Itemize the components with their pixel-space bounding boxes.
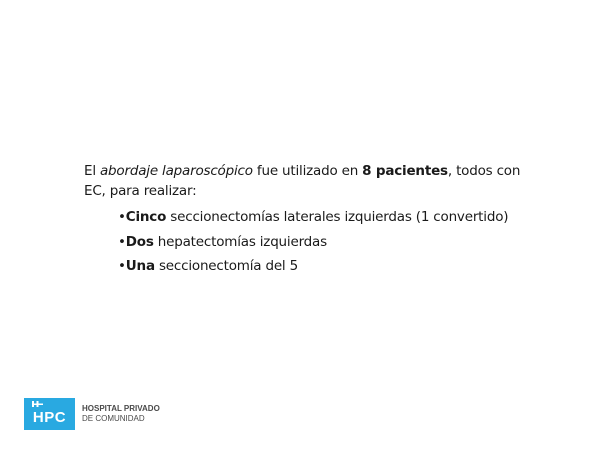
- bullet-marker: •: [118, 209, 126, 225]
- bullet-text: seccionectomías laterales izquierdas (1 convertido): [166, 209, 509, 225]
- list-item: [118, 233, 508, 258]
- logo-bars-icon: [32, 401, 43, 407]
- logo-line-1: HOSPITAL PRIVADO: [82, 404, 160, 413]
- bullet-list: [118, 208, 508, 282]
- bullet-marker: •: [118, 258, 126, 274]
- paragraph-italic-approach: abordaje laparoscópico: [99, 163, 253, 179]
- bullet-bold-text: Una: [125, 258, 155, 274]
- logo-line-2: DE COMUNIDAD: [82, 414, 145, 423]
- body-paragraph: [84, 161, 524, 201]
- bullet-text: seccionectomía del 5: [154, 258, 298, 274]
- paragraph-text-2: fue utilizado en: [252, 163, 363, 179]
- hpc-logo-mark: [24, 398, 75, 430]
- paragraph-bold-patients: 8 pacientes: [362, 163, 448, 179]
- bullet-bold-text: Dos: [125, 233, 154, 250]
- list-item: [118, 208, 508, 233]
- paragraph-text-3: , todos con EC, para realizar:: [84, 163, 521, 199]
- list-item: [118, 257, 508, 282]
- bullet-text: hepatectomías izquierdas: [153, 233, 327, 250]
- bullet-marker: •: [118, 233, 126, 250]
- bullet-bold-text: Cinco: [125, 209, 167, 225]
- logo-mark-text: HPC: [32, 409, 67, 426]
- paragraph-text-1: El: [84, 163, 100, 179]
- logo-wordmark: [82, 404, 160, 424]
- hospital-logo: [24, 398, 160, 430]
